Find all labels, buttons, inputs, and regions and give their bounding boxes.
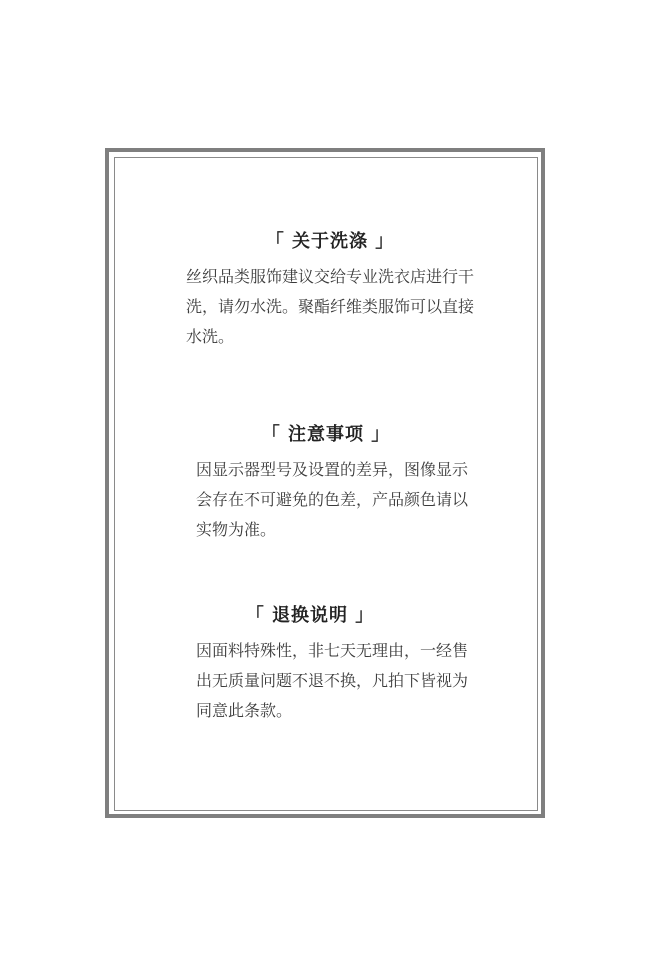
washing-section-text: 丝织品类服饰建议交给专业洗衣店进行干洗，请勿水洗。聚酯纤维类服饰可以直接水洗。 [186,267,475,346]
return-policy-text: 因面料特殊性，非七天无理由，一经售出无质量问题不退不换，凡拍下皆视为同意此条款。 [196,641,469,720]
notes-section-title: 「 注意事项 」 [261,424,391,445]
washing-section-title: 「 关于洗涤 」 [265,231,395,252]
return-policy-section [196,604,468,726]
washing-section [186,230,478,352]
notes-section-text: 因显示器型号及设置的差异，图像显示会存在不可避免的色差，产品颜色请以实物为准。 [196,460,469,539]
return-policy-title: 「 退换说明 」 [245,605,375,626]
notes-section [196,423,468,545]
